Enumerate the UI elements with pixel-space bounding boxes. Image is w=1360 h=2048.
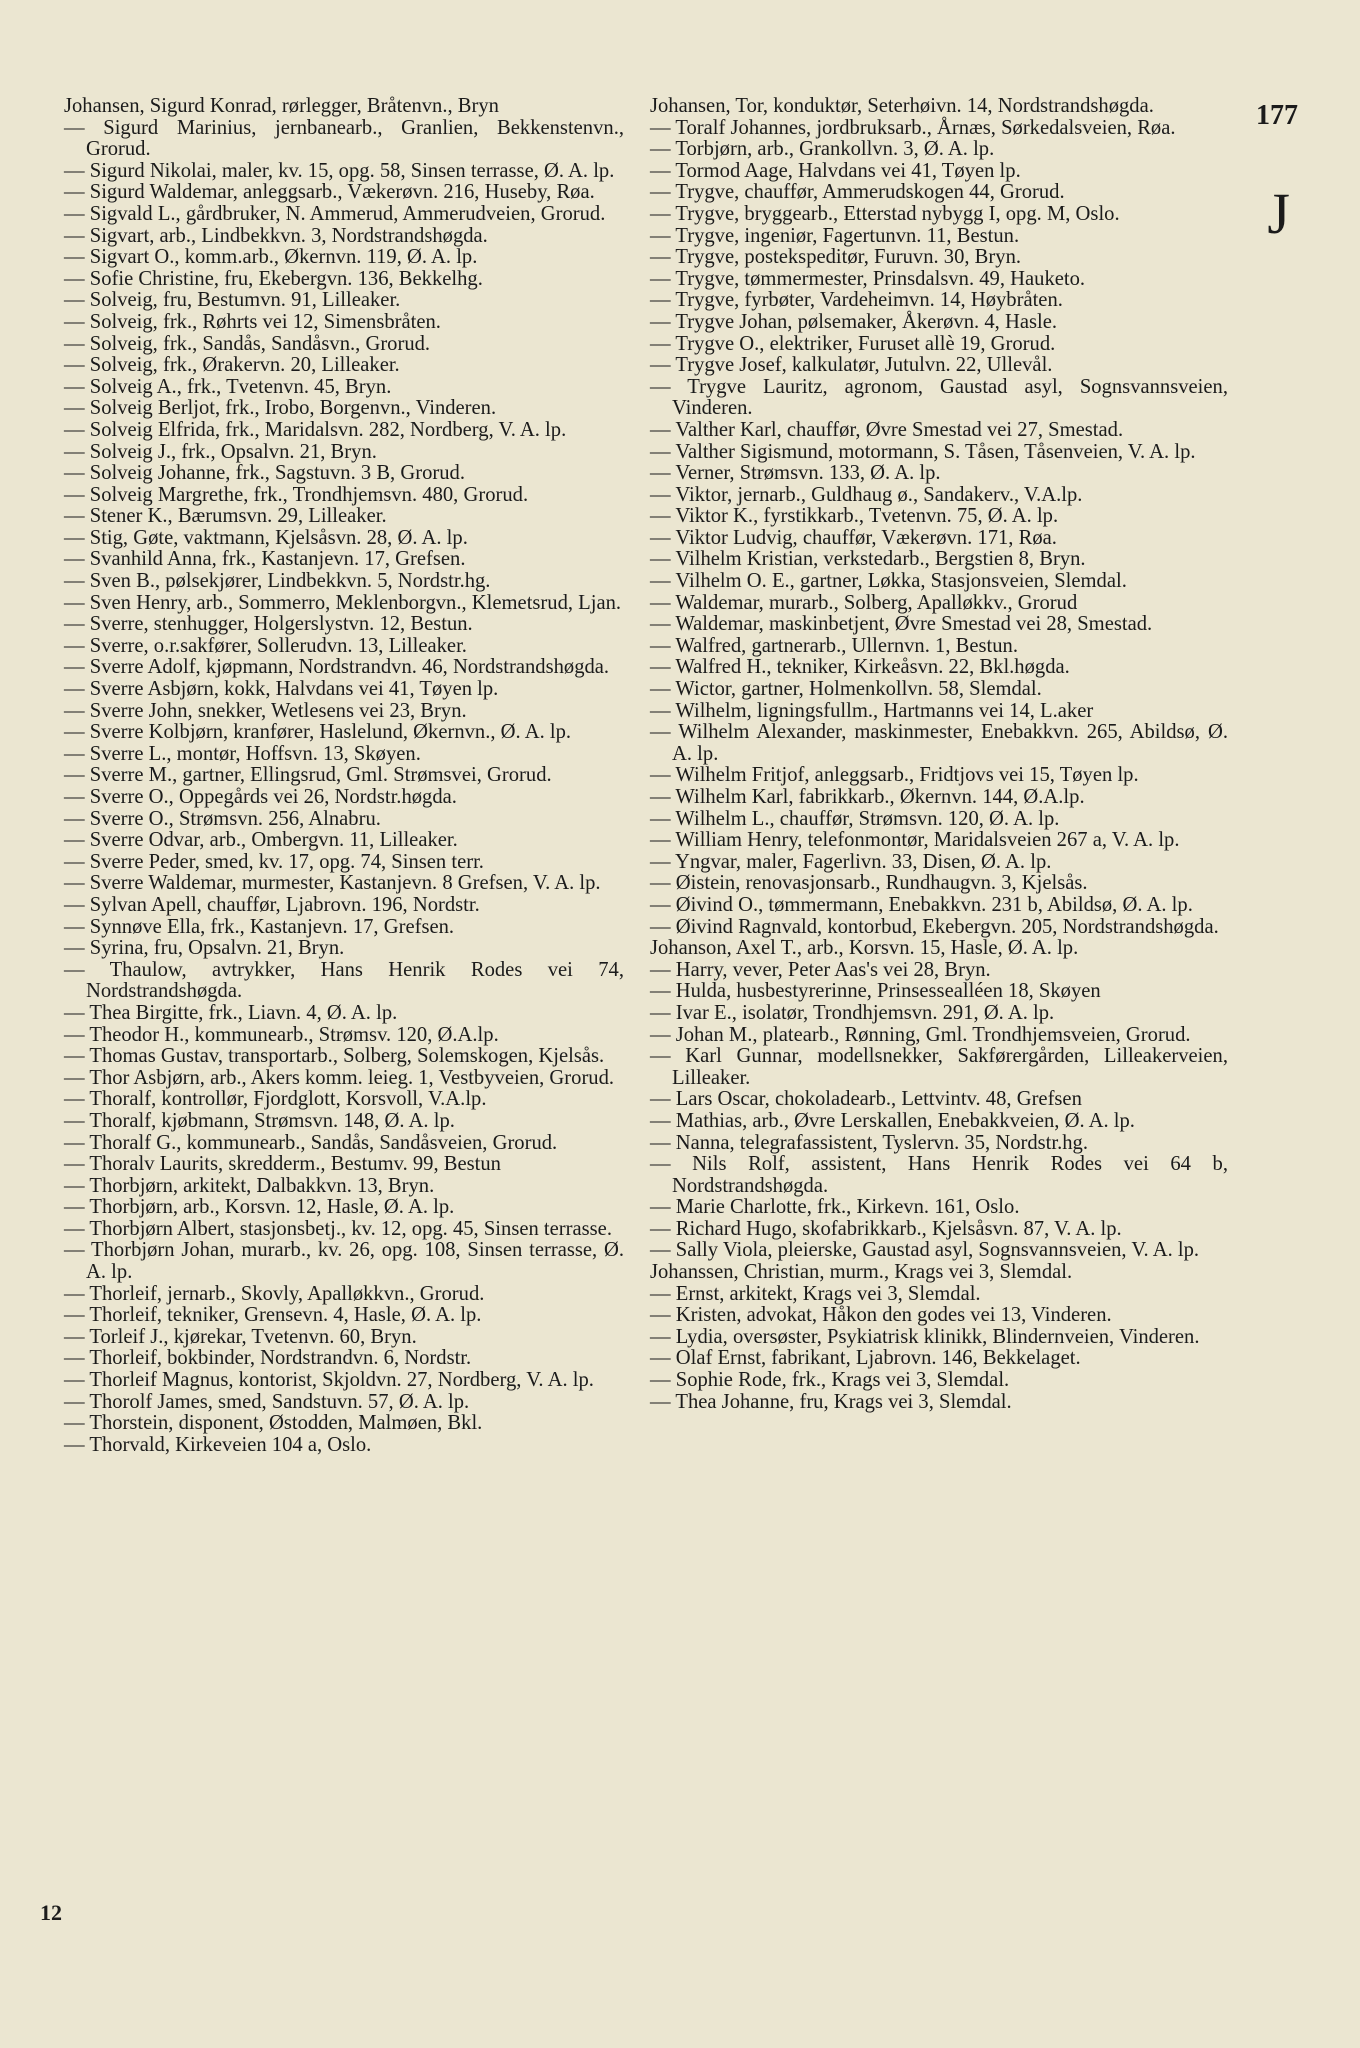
directory-entry: — Torleif J., kjørekar, Tvetenvn. 60, Bryn. bbox=[64, 1325, 417, 1348]
directory-entry: — Sigvart O., komm.arb., Økernvn. 119, Ø. A. lp. bbox=[64, 246, 478, 269]
directory-entry: — Thorbjørn Johan, murarb., kv. 26, opg. 108, Sinsen terrasse, Ø. A. lp. bbox=[64, 1239, 624, 1284]
directory-entry: — Trygve Johan, pølsemaker, Åkerøvn. 4, Hasle. bbox=[650, 310, 1057, 333]
directory-entry: — Trygve, chauffør, Ammerudskogen 44, Grorud. bbox=[650, 181, 1065, 204]
directory-entry: — Øivind O., tømmermann, Enebakkvn. 231 b, Abildsø, Ø. A. lp. bbox=[650, 893, 1193, 916]
directory-entry: — Trygve Josef, kalkulatør, Jutulvn. 22, Ullevål. bbox=[650, 354, 1053, 377]
directory-entry: — Walfred, gartnerarb., Ullernvn. 1, Bestun. bbox=[650, 634, 1018, 657]
directory-entry: — Trygve, fyrbøter, Vardeheimvn. 14, Høybråten. bbox=[650, 289, 1063, 312]
directory-entry: — Yngvar, maler, Fagerlivn. 33, Disen, Ø. A. lp. bbox=[650, 850, 1052, 873]
directory-entry: — Johan M., platearb., Rønning, Gml. Trondhjemsveien, Grorud. bbox=[650, 1023, 1191, 1046]
directory-entry: — Waldemar, maskinbetjent, Øvre Smestad vei 28, Smestad. bbox=[650, 613, 1153, 636]
directory-entry: — Sally Viola, pleierske, Gaustad asyl, Sognsvannsveien, V. A. lp. bbox=[650, 1239, 1200, 1262]
directory-entry: — Wictor, gartner, Holmenkollvn. 58, Slemdal. bbox=[650, 678, 1042, 701]
directory-entry: — Sverre L., montør, Hoffsvn. 13, Skøyen. bbox=[64, 742, 421, 765]
directory-entry: — Nils Rolf, assistent, Hans Henrik Rodes vei 64 b, Nordstrandshøgda. bbox=[650, 1153, 1228, 1197]
directory-entry: — Solveig Margrethe, frk., Trondhjemsvn. 480, Grorud. bbox=[64, 483, 529, 506]
directory-entry: — Thorleif Magnus, kontorist, Skjoldvn. 27, Nordberg, V. A. lp. bbox=[64, 1369, 594, 1392]
directory-entry: — Synnøve Ella, frk., Kastanjevn. 17, Grefsen. bbox=[64, 915, 455, 938]
directory-entry: — Sverre Kolbjørn, kranfører, Haslelund, Økernvn., Ø. A. lp. bbox=[64, 721, 572, 744]
directory-entry: — Kristen, advokat, Håkon den godes vei 13, Vinderen. bbox=[650, 1304, 1112, 1327]
directory-entry: — Wilhelm Karl, fabrikkarb., Økernvn. 144, Ø.A.lp. bbox=[650, 786, 1085, 808]
directory-entry: — Tormod Aage, Halvdans vei 41, Tøyen lp. bbox=[650, 159, 1021, 182]
directory-entry: — Thorbjørn, arb., Korsvn. 12, Hasle, Ø. A. lp. bbox=[64, 1196, 455, 1219]
directory-entry: — Solveig Johanne, frk., Sagstuvn. 3 B, Grorud. bbox=[64, 462, 465, 485]
directory-entry: — Thoralf, kontrollør, Fjordglott, Korsvoll, V.A.lp. bbox=[64, 1088, 487, 1111]
directory-entry: — Wilhelm, ligningsfullm., Hartmanns vei 14, L.aker bbox=[650, 699, 1094, 722]
directory-entry: — Sophie Rode, frk., Krags vei 3, Slemdal. bbox=[650, 1369, 1010, 1392]
directory-entry: — Karl Gunnar, modellsnekker, Sakførergården, Lilleakerveien, Lilleaker. bbox=[650, 1045, 1228, 1089]
directory-entry: — Vilhelm O. E., gartner, Løkka, Stasjonsveien, Slemdal. bbox=[650, 570, 1127, 593]
directory-entry: — Olaf Ernst, fabrikant, Ljabrovn. 146, Bekkelaget. bbox=[650, 1347, 1081, 1370]
directory-entry: — Sigurd Nikolai, maler, kv. 15, opg. 58, Sinsen terrasse, Ø. A. lp. bbox=[64, 159, 615, 182]
directory-entry: — Stig, Gøte, vaktmann, Kjelsåsvn. 28, Ø. A. lp. bbox=[64, 526, 468, 549]
directory-entry: — Thorvald, Kirkeveien 104 a, Oslo. bbox=[64, 1433, 372, 1456]
directory-entry: — Waldemar, murarb., Solberg, Apalløkkv., Grorud bbox=[650, 591, 1078, 614]
directory-entry: Johansen, Sigurd Konrad, rørlegger, Bråtenvn., Bryn bbox=[64, 95, 499, 117]
directory-entry: — Torbjørn, arb., Grankollvn. 3, Ø. A. lp. bbox=[650, 138, 995, 161]
directory-entry: — Richard Hugo, skofabrikkarb., Kjelsåsvn. 87, V. A. lp. bbox=[650, 1217, 1122, 1240]
directory-entry: — Trygve O., elektriker, Furuset allè 19, Grorud. bbox=[650, 332, 1056, 355]
directory-entry: — Solveig, frk., Røhrts vei 12, Simensbråten. bbox=[64, 310, 441, 333]
directory-entry: — Øivind Ragnvald, kontorbud, Ekebergvn. 205, Nordstrandshøgda. bbox=[650, 915, 1219, 938]
directory-entry: — Sverre Peder, smed, kv. 17, opg. 74, Sinsen terr. bbox=[64, 850, 484, 873]
directory-entry: — Sverre, o.r.sakfører, Sollerudvn. 13, Lilleaker. bbox=[64, 634, 467, 657]
directory-entry: — Sven Henry, arb., Sommerro, Meklenborgvn., Klemetsrud, Ljan. bbox=[64, 591, 622, 614]
directory-entry: — Sven B., pølsekjører, Lindbekkvn. 5, Nordstr.hg. bbox=[64, 570, 491, 593]
page-number: 177 bbox=[1256, 100, 1298, 131]
directory-entry: — Ernst, arkitekt, Krags vei 3, Slemdal. bbox=[650, 1282, 981, 1305]
directory-entry: — Mathias, arb., Øvre Lerskallen, Enebakkveien, Ø. A. lp. bbox=[650, 1109, 1135, 1132]
directory-entry: — Sverre Odvar, arb., Ombergvn. 11, Lilleaker. bbox=[64, 829, 458, 852]
directory-entry: — Solveig J., frk., Opsalvn. 21, Bryn. bbox=[64, 440, 377, 463]
directory-entry: — Thoralf, kjøbmann, Strømsvn. 148, Ø. A. lp. bbox=[64, 1109, 455, 1132]
directory-entry: — Valther Karl, chauffør, Øvre Smestad vei 27, Smestad. bbox=[650, 418, 1124, 441]
directory-entry: — Sverre M., gartner, Ellingsrud, Gml. Strømsvei, Grorud. bbox=[64, 764, 552, 787]
directory-entry: — Solveig, frk., Ørakervn. 20, Lilleaker. bbox=[64, 354, 400, 377]
directory-entry: — Walfred H., tekniker, Kirkeåsvn. 22, Bkl.høgda. bbox=[650, 656, 1070, 679]
directory-entry: — Trygve, postekspeditør, Furuvn. 30, Bryn. bbox=[650, 246, 1022, 269]
directory-entry: — Thomas Gustav, transportarb., Solberg, Solemskogen, Kjelsås. bbox=[64, 1045, 605, 1068]
directory-entry: — Solveig, frk., Sandås, Sandåsvn., Grorud. bbox=[64, 332, 431, 355]
directory-entry: — Svanhild Anna, frk., Kastanjevn. 17, Grefsen. bbox=[64, 548, 466, 571]
directory-entry: — Harry, vever, Peter Aas's vei 28, Bryn. bbox=[650, 958, 991, 981]
directory-entry: — Thorleif, jernarb., Skovly, Apalløkkvn., Grorud. bbox=[64, 1282, 485, 1305]
directory-entry: — Sofie Christine, fru, Ekebergvn. 136, Bekkelhg. bbox=[64, 267, 483, 290]
directory-entry: — Solveig, fru, Bestumvn. 91, Lilleaker. bbox=[64, 289, 401, 312]
directory-entry: — Trygve, ingeniør, Fagertunvn. 11, Bestun. bbox=[650, 224, 1020, 247]
directory-entry: — Verner, Strømsvn. 133, Ø. A. lp. bbox=[650, 462, 941, 485]
directory-entry: — Sigurd Waldemar, anleggsarb., Vækerøvn. 216, Huseby, Røa. bbox=[64, 181, 595, 204]
directory-entry: — Thorbjørn Albert, stasjonsbetj., kv. 12, opg. 45, Sinsen terrasse. bbox=[64, 1217, 612, 1240]
directory-entry: — Toralf Johannes, jordbruksarb., Årnæs, Sørkedalsveien, Røa. bbox=[650, 116, 1176, 139]
directory-entry: — Thorstein, disponent, Østodden, Malmøen, Bkl. bbox=[64, 1412, 483, 1435]
directory-entry: — Viktor, jernarb., Guldhaug ø., Sandakerv., V.A.lp. bbox=[650, 483, 1083, 506]
directory-entry: — Thorleif, tekniker, Grensevn. 4, Hasle, Ø. A. lp. bbox=[64, 1304, 482, 1327]
directory-entry: — Wilhelm Alexander, maskinmester, Enebakkvn. 265, Abildsø, Ø. A. lp. bbox=[650, 721, 1228, 765]
directory-entry: — Sverre O., Strømsvn. 256, Alnabru. bbox=[64, 807, 381, 830]
left-column bbox=[64, 96, 624, 1456]
directory-entry: — Thea Johanne, fru, Krags vei 3, Slemdal. bbox=[650, 1390, 1012, 1413]
directory-entry: — Theodor H., kommunearb., Strømsv. 120, Ø.A.lp. bbox=[64, 1023, 499, 1046]
directory-entry: — Viktor K., fyrstikkarb., Tvetenvn. 75, Ø. A. lp. bbox=[650, 505, 1059, 528]
directory-entry: — Thor Asbjørn, arb., Akers komm. leieg. 1, Vestbyveien, Grorud. bbox=[64, 1066, 615, 1089]
directory-entry: — Sigvart, arb., Lindbekkvn. 3, Nordstrandshøgda. bbox=[64, 224, 488, 247]
directory-entry: Johanson, Axel T., arb., Korsvn. 15, Hasle, Ø. A. lp. bbox=[650, 937, 1079, 960]
directory-entry: — Sverre Waldemar, murmester, Kastanjevn. 8 Grefsen, V. A. lp. bbox=[64, 872, 601, 895]
directory-entry: — Wilhelm Fritjof, anleggsarb., Fridtjovs vei 15, Tøyen lp. bbox=[650, 764, 1139, 787]
directory-entry: — Lars Oscar, chokoladearb., Lettvintv. 48, Grefsen bbox=[650, 1088, 1082, 1111]
directory-entry: — Hulda, husbestyrerinne, Prinsessealléen 18, Skøyen bbox=[650, 980, 1101, 1003]
directory-entry: — Thea Birgitte, frk., Liavn. 4, Ø. A. lp. bbox=[64, 1001, 398, 1024]
directory-entry: — Thoralv Laurits, skredderm., Bestumv. 99, Bestun bbox=[64, 1153, 501, 1176]
directory-entry: — Sylvan Apell, chauffør, Ljabrovn. 196, Nordstr. bbox=[64, 893, 480, 916]
directory-entry: — Thaulow, avtrykker, Hans Henrik Rodes vei 74, Nordstrandshøgda. bbox=[64, 958, 624, 1003]
directory-entry: — William Henry, telefonmontør, Maridalsveien 267 a, V. A. lp. bbox=[650, 829, 1180, 852]
directory-entry: — Sverre Adolf, kjøpmann, Nordstrandvn. 46, Nordstrandshøgda. bbox=[64, 656, 610, 679]
directory-entry: — Sigvald L., gårdbruker, N. Ammerud, Ammerudveien, Grorud. bbox=[64, 202, 606, 225]
directory-entry: Johanssen, Christian, murm., Krags vei 3, Slemdal. bbox=[650, 1261, 1073, 1284]
directory-entry: — Sverre, stenhugger, Holgerslystvn. 12, Bestun. bbox=[64, 613, 473, 636]
directory-entry: — Syrina, fru, Opsalvn. 21, Bryn. bbox=[64, 937, 345, 960]
directory-entry: — Marie Charlotte, frk., Kirkevn. 161, Oslo. bbox=[650, 1196, 1020, 1219]
directory-entry: — Thorolf James, smed, Sandstuvn. 57, Ø. A. lp. bbox=[64, 1390, 470, 1413]
directory-entry: — Valther Sigismund, motormann, S. Tåsen, Tåsenveien, V. A. lp. bbox=[650, 440, 1196, 463]
directory-entry: — Trygve, bryggearb., Etterstad nybygg I, opg. M, Oslo. bbox=[650, 202, 1120, 225]
directory-entry: — Nanna, telegrafassistent, Tyslervn. 35, Nordstr.hg. bbox=[650, 1131, 1088, 1154]
directory-entry: — Lydia, oversøster, Psykiatrisk klinikk, Blindernveien, Vinderen. bbox=[650, 1325, 1200, 1348]
directory-entry: — Sigurd Marinius, jernbanearb., Granlien, Bekkenstenvn., Grorud. bbox=[64, 116, 624, 161]
directory-entry: — Solveig A., frk., Tvetenvn. 45, Bryn. bbox=[64, 375, 392, 398]
directory-entry: — Thoralf G., kommunearb., Sandås, Sandåsveien, Grorud. bbox=[64, 1131, 558, 1154]
section-letter: J bbox=[1267, 181, 1290, 246]
directory-entry: — Thorleif, bokbinder, Nordstrandvn. 6, Nordstr. bbox=[64, 1347, 472, 1370]
footer-number: 12 bbox=[40, 1900, 62, 1925]
directory-entry: — Sverre O., Oppegårds vei 26, Nordstr.høgda. bbox=[64, 786, 457, 808]
directory-entry: — Vilhelm Kristian, verkstedarb., Bergstien 8, Bryn. bbox=[650, 548, 1086, 571]
directory-entry: — Trygve, tømmermester, Prinsdalsvn. 49, Hauketo. bbox=[650, 267, 1086, 290]
directory-entry: — Trygve Lauritz, agronom, Gaustad asyl, Sognsvannsveien, Vinderen. bbox=[650, 375, 1228, 420]
directory-entry: — Stener K., Bærumsvn. 29, Lilleaker. bbox=[64, 505, 387, 528]
directory-entry: — Viktor Ludvig, chauffør, Vækerøvn. 171, Røa. bbox=[650, 526, 1057, 549]
directory-entry: — Wilhelm L., chauffør, Strømsvn. 120, Ø. A. lp. bbox=[650, 807, 1060, 830]
directory-entry: — Sverre Asbjørn, kokk, Halvdans vei 41, Tøyen lp. bbox=[64, 678, 499, 701]
directory-entry: — Sverre John, snekker, Wetlesens vei 23, Bryn. bbox=[64, 699, 467, 722]
directory-entry: — Solveig Elfrida, frk., Maridalsvn. 282, Nordberg, V. A. lp. bbox=[64, 418, 567, 441]
directory-entry: Johansen, Tor, konduktør, Seterhøivn. 14, Nordstrandshøgda. bbox=[650, 95, 1154, 117]
directory-entry: — Solveig Berljot, frk., Irobo, Borgenvn., Vinderen. bbox=[64, 397, 497, 420]
directory-entry: — Thorbjørn, arkitekt, Dalbakkvn. 13, Bryn. bbox=[64, 1174, 435, 1197]
directory-entry: — Ivar E., isolatør, Trondhjemsvn. 291, Ø. A. lp. bbox=[650, 1001, 1055, 1024]
right-column bbox=[650, 96, 1228, 1413]
directory-entry: — Øistein, renovasjonsarb., Rundhaugvn. 3, Kjelsås. bbox=[650, 872, 1088, 895]
